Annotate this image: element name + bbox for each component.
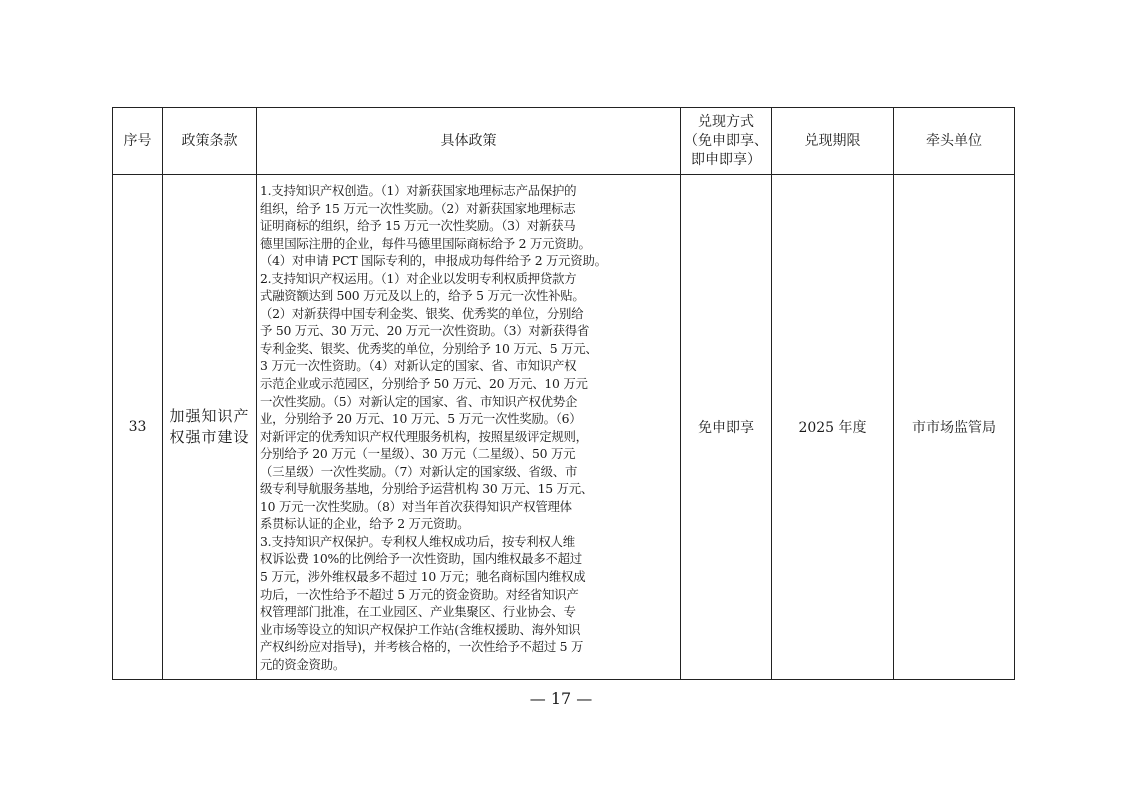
policy-text-line: （4）对申请 PCT 国际专利的，申报成功每件给予 2 万元资助。 — [260, 253, 607, 269]
policy-text-line: 权管理部门批准，在工业园区、产业集聚区、行业协会、专 — [260, 604, 576, 620]
policy-text-line: 业市场等设立的知识产权保护工作站(含维权援助、海外知识 — [260, 621, 581, 637]
policy-text-line: （2）对新获得中国专利金奖、银奖、优秀奖的单位，分别给 — [260, 305, 584, 321]
policy-text-line: 专利金奖、银奖、优秀奖的单位，分别给予 10 万元、5 万元、 — [260, 340, 598, 356]
policy-text-line: 对新评定的优秀知识产权代理服务机构，按照星级评定规则， — [260, 428, 588, 444]
policy-text-line: 予 50 万元、30 万元、20 万元一次性资助。（3）对新获得省 — [260, 323, 590, 339]
table-row — [113, 175, 1015, 680]
row-period-cell: 2025 年度 — [772, 175, 894, 680]
policy-text-line: 一次性奖励。（5）对新认定的国家、省、市知识产权优势企 — [260, 393, 578, 409]
policy-text-line: 式融资额达到 500 万元及以上的，给予 5 万元一次性补贴。 — [260, 288, 585, 304]
policy-text-line: 德里国际注册的企业，每件马德里国际商标给予 2 万元资助。 — [260, 235, 591, 251]
policy-text-line: 系贯标认证的企业，给予 2 万元资助。 — [260, 516, 470, 532]
policy-text-line: 权诉讼费 10%的比例给予一次性资助，国内维权最多不超过 — [260, 551, 582, 567]
policy-text-line: 10 万元一次性奖励。（8）对当年首次获得知识产权管理体 — [260, 498, 572, 514]
row-policy-cell — [257, 175, 681, 680]
policy-text-line: 级专利导航服务基地，分别给予运营机构 30 万元、15 万元、 — [260, 481, 593, 497]
header-dept: 牵头单位 — [894, 108, 1015, 175]
policy-text-line: 1.支持知识产权创造。（1）对新获国家地理标志产品保护的 — [260, 183, 577, 198]
policy-text-line: 功后，一次性给予不超过 5 万元的资金资助。对经省知识产 — [260, 586, 579, 602]
header-method-line-1: 兑现方式 — [698, 113, 754, 130]
policy-text-line: 示范企业或示范园区，分别给予 50 万元、20 万元、10 万元 — [260, 376, 588, 392]
policy-text-line: 证明商标的组织，给予 15 万元一次性奖励。（3）对新获马 — [260, 218, 576, 234]
row-title-line-2: 权强市建设 — [169, 428, 250, 447]
header-index: 序号 — [113, 108, 163, 175]
policy-text-line: 5 万元，涉外维权最多不超过 10 万元；驰名商标国内维权成 — [260, 569, 586, 585]
header-method-line-3: 即申即享） — [691, 151, 761, 168]
policy-text-line: 3.支持知识产权保护。专利权人维权成功后，按专利权人维 — [260, 533, 575, 549]
policy-text-line: 3 万元一次性资助。（4）对新认定的国家、省、市知识产权 — [260, 358, 577, 374]
policy-text-line: 产权纠纷应对指导)，并考核合格的，一次性给予不超过 5 万 — [260, 639, 584, 655]
header-method — [681, 108, 772, 175]
policy-text-line: 2.支持知识产权运用。（1）对企业以发明专利权质押贷款方 — [260, 270, 577, 286]
row-dept-cell: 市市场监管局 — [894, 175, 1015, 680]
header-method-line-2: （免申即享、 — [684, 132, 768, 149]
policy-text-line: 业，分别给予 20 万元、10 万元、5 万元一次性奖励。（6） — [260, 411, 582, 427]
policy-text-line: 组织，给予 15 万元一次性奖励。（2）对新获国家地理标志 — [260, 200, 576, 216]
row-index-cell: 33 — [113, 175, 163, 680]
header-title: 政策条款 — [163, 108, 257, 175]
policy-text-line: 分别给予 20 万元（一星级）、30 万元（二星级）、50 万元 — [260, 446, 576, 462]
table-header-row — [113, 108, 1015, 175]
row-title-cell — [163, 175, 257, 680]
header-policy: 具体政策 — [257, 108, 681, 175]
row-title-line-1: 加强知识产 — [169, 407, 250, 426]
header-period: 兑现期限 — [772, 108, 894, 175]
page-number: — 17 — — [529, 689, 593, 708]
policy-text-line: （三星级）一次性奖励。（7）对新认定的国家级、省级、市 — [260, 463, 578, 479]
row-method-cell: 免申即享 — [681, 175, 772, 680]
policy-table — [112, 107, 1015, 680]
policy-text-line: 元的资金资助。 — [260, 656, 345, 672]
